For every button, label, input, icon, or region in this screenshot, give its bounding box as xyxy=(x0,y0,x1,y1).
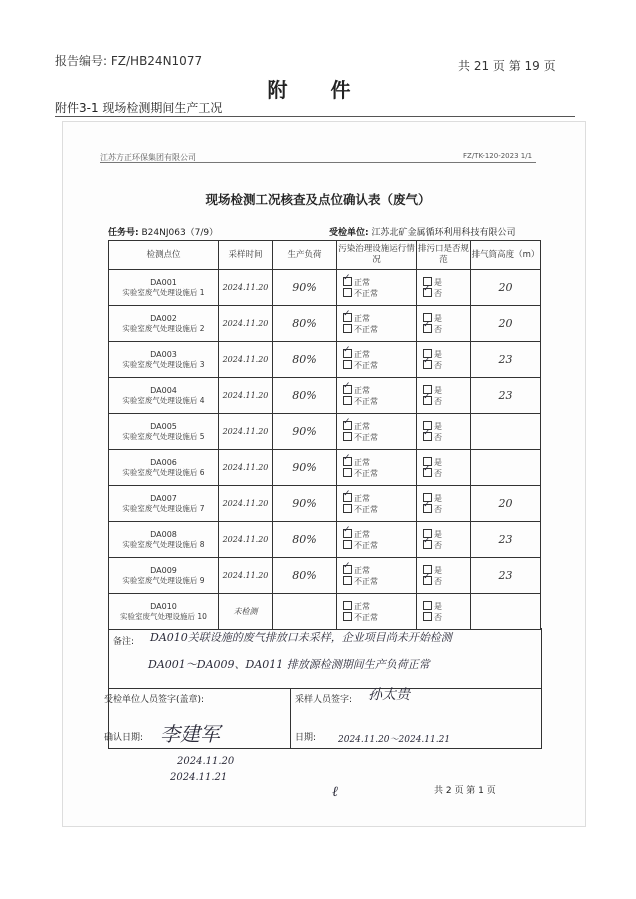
option-normal xyxy=(343,313,416,324)
table-header-row xyxy=(109,241,541,270)
cell-outlet xyxy=(417,486,471,522)
cell-time: 2024.11.20 xyxy=(219,522,273,558)
inspected-unit-label: 受检单位: xyxy=(329,228,369,238)
checkbox-no xyxy=(423,288,432,297)
option-normal xyxy=(343,421,416,432)
point-desc: 实验室废气处理设施后 10 xyxy=(120,611,207,621)
option-abnormal xyxy=(343,612,416,623)
cell-load: 80% xyxy=(273,306,337,342)
option-yes-label: 是 xyxy=(434,529,442,539)
option-abnormal xyxy=(343,468,416,479)
option-normal-label: 正常 xyxy=(354,601,370,611)
date-label: 日期: xyxy=(295,733,317,743)
checkbox-no xyxy=(423,468,432,477)
option-no xyxy=(423,468,470,479)
cell-outlet xyxy=(417,594,471,630)
unit-sign-label: 受检单位人员签字(盖章): xyxy=(104,695,205,705)
cell-outlet xyxy=(417,342,471,378)
checkbox-abnormal xyxy=(343,396,352,405)
pen-mark: ℓ xyxy=(332,784,338,800)
task-number xyxy=(108,225,218,238)
cell-outlet xyxy=(417,270,471,306)
option-normal-label: 正常 xyxy=(354,277,370,287)
checkbox-no xyxy=(423,540,432,549)
checkbox-no xyxy=(423,612,432,621)
option-no-label: 否 xyxy=(434,504,442,514)
col-header-time: 采样时间 xyxy=(219,241,273,270)
cell-height: 20 xyxy=(471,306,541,342)
point-id: DA010 xyxy=(150,601,177,611)
cell-load: 90% xyxy=(273,486,337,522)
checkbox-yes xyxy=(423,601,432,610)
option-abnormal-label: 不正常 xyxy=(354,396,378,406)
option-abnormal xyxy=(343,540,416,551)
option-normal xyxy=(343,277,416,288)
cell-facility xyxy=(337,342,417,378)
table-row xyxy=(109,414,541,450)
option-no-label: 否 xyxy=(434,576,442,586)
cell-point xyxy=(109,450,219,486)
option-abnormal-label: 不正常 xyxy=(354,324,378,334)
col-header-facility: 污染治理设施运行情况 xyxy=(337,241,417,270)
option-no-label: 否 xyxy=(434,432,442,442)
option-yes-label: 是 xyxy=(434,385,442,395)
option-abnormal xyxy=(343,432,416,443)
cell-time: 2024.11.20 xyxy=(219,414,273,450)
cell-load: 80% xyxy=(273,378,337,414)
cell-outlet xyxy=(417,522,471,558)
cell-load xyxy=(273,594,337,630)
point-desc: 实验室废气处理设施后 8 xyxy=(122,539,205,549)
form-company: 江苏方正环保集团有限公司 xyxy=(100,153,196,162)
checkbox-normal xyxy=(343,421,352,430)
option-abnormal-label: 不正常 xyxy=(354,576,378,586)
option-normal xyxy=(343,601,416,612)
option-normal-label: 正常 xyxy=(354,457,370,467)
inspected-unit xyxy=(329,225,516,238)
cell-facility xyxy=(337,594,417,630)
point-desc: 实验室废气处理设施后 2 xyxy=(122,323,205,333)
cell-height: 23 xyxy=(471,558,541,594)
option-abnormal-label: 不正常 xyxy=(354,432,378,442)
option-yes-label: 是 xyxy=(434,493,442,503)
checkbox-normal xyxy=(343,601,352,610)
checkbox-no xyxy=(423,324,432,333)
form-code: FZ/TK-120-2023 1/1 xyxy=(463,152,533,160)
point-id: DA008 xyxy=(150,529,177,539)
cell-load: 80% xyxy=(273,342,337,378)
checkbox-no xyxy=(423,576,432,585)
point-desc: 实验室废气处理设施后 5 xyxy=(122,431,205,441)
cell-point xyxy=(109,270,219,306)
cell-height xyxy=(471,414,541,450)
option-yes-label: 是 xyxy=(434,601,442,611)
option-no xyxy=(423,504,470,515)
table-row xyxy=(109,342,541,378)
checkbox-normal xyxy=(343,565,352,574)
option-no-label: 否 xyxy=(434,324,442,334)
table-row xyxy=(109,558,541,594)
option-no-label: 否 xyxy=(434,540,442,550)
cell-height: 20 xyxy=(471,486,541,522)
option-abnormal-label: 不正常 xyxy=(354,540,378,550)
cell-load: 80% xyxy=(273,522,337,558)
report-number-value: FZ/HB24N1077 xyxy=(110,54,203,68)
cell-height: 23 xyxy=(471,342,541,378)
cell-height xyxy=(471,594,541,630)
page-info: 共 21 页 第 19 页 xyxy=(458,59,556,73)
option-abnormal xyxy=(343,504,416,515)
point-desc: 实验室废气处理设施后 1 xyxy=(122,287,205,297)
cell-point xyxy=(109,306,219,342)
annex-divider xyxy=(55,116,575,117)
table-row xyxy=(109,306,541,342)
option-abnormal-label: 不正常 xyxy=(354,360,378,370)
table-row xyxy=(109,594,541,630)
checkbox-no xyxy=(423,432,432,441)
cell-facility xyxy=(337,558,417,594)
checkbox-normal xyxy=(343,313,352,322)
task-number-value: B24NJ063（7/9） xyxy=(141,228,219,238)
option-yes-label: 是 xyxy=(434,313,442,323)
cell-point xyxy=(109,522,219,558)
checkbox-abnormal xyxy=(343,540,352,549)
option-yes-label: 是 xyxy=(434,565,442,575)
point-id: DA002 xyxy=(150,313,177,323)
cell-load: 90% xyxy=(273,414,337,450)
cell-outlet xyxy=(417,450,471,486)
cell-time: 2024.11.20 xyxy=(219,306,273,342)
option-no xyxy=(423,612,470,623)
checkbox-normal xyxy=(343,277,352,286)
point-id: DA005 xyxy=(150,421,177,431)
cell-load: 90% xyxy=(273,450,337,486)
cell-outlet xyxy=(417,378,471,414)
option-abnormal xyxy=(343,324,416,335)
table-row xyxy=(109,270,541,306)
checkbox-abnormal xyxy=(343,288,352,297)
option-yes xyxy=(423,601,470,612)
table-row xyxy=(109,486,541,522)
option-normal-label: 正常 xyxy=(354,349,370,359)
confirm-date-2: 2024.11.21 xyxy=(170,772,228,783)
point-desc: 实验室废气处理设施后 6 xyxy=(122,467,205,477)
option-no xyxy=(423,324,470,335)
sampler-signature: 孙太贵 xyxy=(368,687,410,703)
option-abnormal xyxy=(343,396,416,407)
cell-facility xyxy=(337,522,417,558)
option-normal xyxy=(343,529,416,540)
inspected-unit-value: 江苏北矿金属循环利用科技有限公司 xyxy=(371,228,516,238)
point-desc: 实验室废气处理设施后 4 xyxy=(122,395,205,405)
cell-outlet xyxy=(417,414,471,450)
checkbox-no xyxy=(423,396,432,405)
option-no xyxy=(423,396,470,407)
cell-facility xyxy=(337,414,417,450)
confirm-date-1: 2024.11.20 xyxy=(177,756,235,767)
checkbox-no xyxy=(423,504,432,513)
signature-divider xyxy=(290,688,291,748)
checkbox-normal xyxy=(343,457,352,466)
unit-signature: 李建军 xyxy=(160,722,220,746)
report-number-label: 报告编号: xyxy=(55,54,108,68)
cell-time: 2024.11.20 xyxy=(219,270,273,306)
cell-facility xyxy=(337,378,417,414)
cell-facility xyxy=(337,450,417,486)
option-normal-label: 正常 xyxy=(354,385,370,395)
cell-outlet xyxy=(417,306,471,342)
option-yes-label: 是 xyxy=(434,457,442,467)
option-no-label: 否 xyxy=(434,612,442,622)
cell-facility xyxy=(337,486,417,522)
checkbox-abnormal xyxy=(343,360,352,369)
cell-point xyxy=(109,342,219,378)
cell-height: 23 xyxy=(471,522,541,558)
option-abnormal xyxy=(343,576,416,587)
table-row xyxy=(109,378,541,414)
form-header-divider xyxy=(100,162,536,163)
condition-table xyxy=(108,240,541,630)
table-row xyxy=(109,522,541,558)
option-abnormal-label: 不正常 xyxy=(354,288,378,298)
cell-point xyxy=(109,378,219,414)
option-abnormal xyxy=(343,360,416,371)
checkbox-abnormal xyxy=(343,432,352,441)
col-header-load: 生产负荷 xyxy=(273,241,337,270)
point-id: DA003 xyxy=(150,349,177,359)
option-normal xyxy=(343,493,416,504)
table-row xyxy=(109,450,541,486)
option-no xyxy=(423,360,470,371)
notes-line-1: DA010关联设施的废气排放口未采样，企业项目尚未开始检测 xyxy=(150,631,452,644)
date-value: 2024.11.20～2024.11.21 xyxy=(338,735,451,745)
option-abnormal xyxy=(343,288,416,299)
point-id: DA007 xyxy=(150,493,177,503)
point-desc: 实验室废气处理设施后 3 xyxy=(122,359,205,369)
col-header-point: 检测点位 xyxy=(109,241,219,270)
checkbox-no xyxy=(423,360,432,369)
cell-load: 80% xyxy=(273,558,337,594)
task-number-label: 任务号: xyxy=(108,228,139,238)
point-desc: 实验室废气处理设施后 9 xyxy=(122,575,205,585)
checkbox-normal xyxy=(343,349,352,358)
checkbox-abnormal xyxy=(343,324,352,333)
form-title: 现场检测工况核查及点位确认表（废气） xyxy=(205,192,431,207)
point-id: DA006 xyxy=(150,457,177,467)
option-yes-label: 是 xyxy=(434,421,442,431)
confirm-date-label: 确认日期: xyxy=(104,733,144,743)
option-yes-label: 是 xyxy=(434,349,442,359)
cell-time: 2024.11.20 xyxy=(219,378,273,414)
notes-label: 备注: xyxy=(113,637,135,647)
option-normal-label: 正常 xyxy=(354,313,370,323)
cell-height: 20 xyxy=(471,270,541,306)
checkbox-normal xyxy=(343,493,352,502)
option-normal xyxy=(343,385,416,396)
col-header-outlet: 排污口是否规范 xyxy=(417,241,471,270)
cell-time: 2024.11.20 xyxy=(219,558,273,594)
cell-point xyxy=(109,486,219,522)
cell-outlet xyxy=(417,558,471,594)
sampler-sign-label: 采样人员签字: xyxy=(295,695,353,705)
cell-facility xyxy=(337,270,417,306)
option-yes-label: 是 xyxy=(434,277,442,287)
point-id: DA004 xyxy=(150,385,177,395)
option-no xyxy=(423,432,470,443)
option-normal-label: 正常 xyxy=(354,493,370,503)
point-id: DA009 xyxy=(150,565,177,575)
option-normal xyxy=(343,565,416,576)
option-normal-label: 正常 xyxy=(354,565,370,575)
option-no-label: 否 xyxy=(434,288,442,298)
checkbox-normal xyxy=(343,529,352,538)
option-abnormal-label: 不正常 xyxy=(354,612,378,622)
report-number xyxy=(55,52,202,69)
cell-load: 90% xyxy=(273,270,337,306)
cell-time: 未检测 xyxy=(219,594,273,630)
checkbox-abnormal xyxy=(343,612,352,621)
cell-point xyxy=(109,594,219,630)
cell-point xyxy=(109,414,219,450)
cell-height: 23 xyxy=(471,378,541,414)
attachment-title: 附 件 xyxy=(267,78,369,102)
form-pager: 共 2 页 第 1 页 xyxy=(434,786,496,796)
option-no xyxy=(423,288,470,299)
checkbox-abnormal xyxy=(343,504,352,513)
cell-facility xyxy=(337,306,417,342)
option-no xyxy=(423,540,470,551)
cell-height xyxy=(471,450,541,486)
checkbox-abnormal xyxy=(343,576,352,585)
checkbox-normal xyxy=(343,385,352,394)
point-id: DA001 xyxy=(150,277,177,287)
option-normal xyxy=(343,457,416,468)
point-desc: 实验室废气处理设施后 7 xyxy=(122,503,205,513)
option-abnormal-label: 不正常 xyxy=(354,468,378,478)
cell-time: 2024.11.20 xyxy=(219,450,273,486)
notes-line-2: DA001～DA009、DA011 排放源检测期间生产负荷正常 xyxy=(148,658,430,671)
option-normal-label: 正常 xyxy=(354,529,370,539)
cell-time: 2024.11.20 xyxy=(219,342,273,378)
annex-title: 附件3-1 现场检测期间生产工况 xyxy=(55,101,223,115)
option-no-label: 否 xyxy=(434,360,442,370)
cell-time: 2024.11.20 xyxy=(219,486,273,522)
option-no-label: 否 xyxy=(434,468,442,478)
option-normal-label: 正常 xyxy=(354,421,370,431)
option-no-label: 否 xyxy=(434,396,442,406)
col-header-height: 排气筒高度（m） xyxy=(471,241,541,270)
checkbox-abnormal xyxy=(343,468,352,477)
option-no xyxy=(423,576,470,587)
option-abnormal-label: 不正常 xyxy=(354,504,378,514)
cell-point xyxy=(109,558,219,594)
option-normal xyxy=(343,349,416,360)
